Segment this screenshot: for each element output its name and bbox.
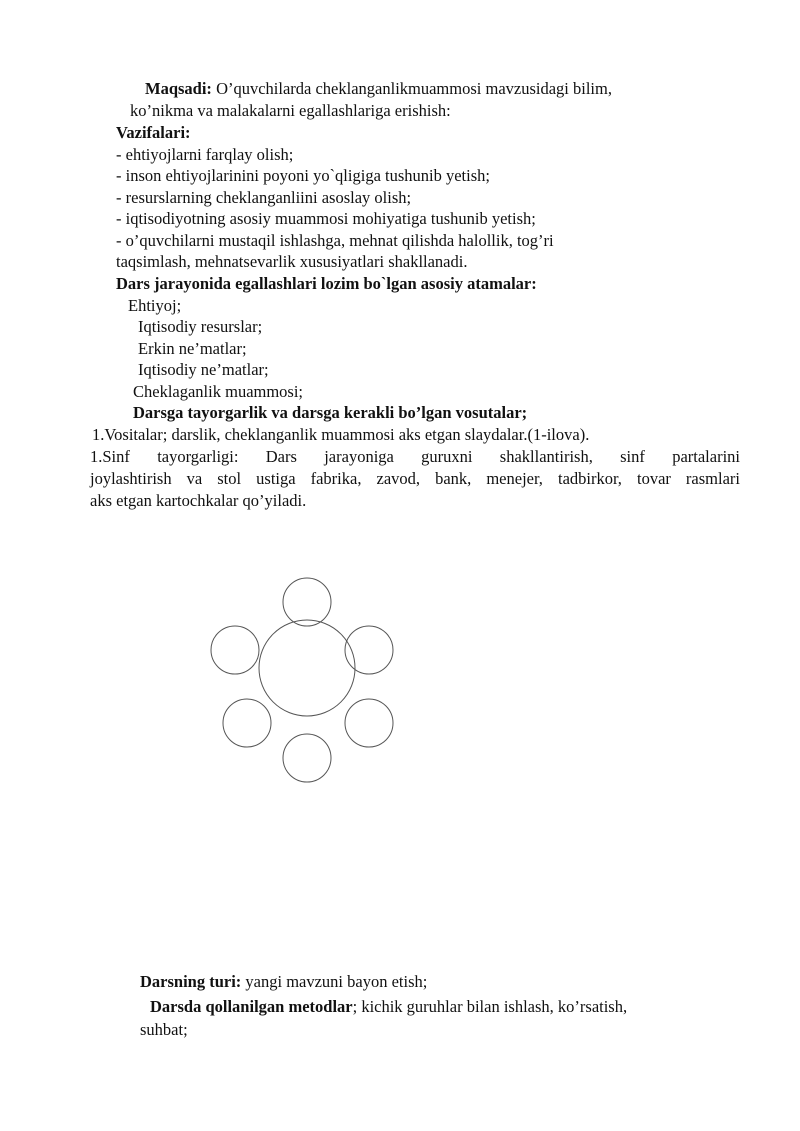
task-item: - inson ehtiyojlarinini poyoni yo`qligiga tushunib yetish; [116, 166, 490, 185]
equipment-prep-line: joylashtirish va stol ustiga fabrika, zavod, bank, menejer, tadbirkor, tovar rasmlari [90, 469, 740, 488]
lesson-type-label: Darsning turi: [140, 972, 242, 991]
methods-label: Darsda qollanilgan metodlar [150, 997, 353, 1016]
equipment-heading: Darsga tayorgarlik va darsga kerakli bo’lgan vosutalar; [133, 403, 528, 422]
seat-circle [345, 626, 393, 674]
methods-text: ; kichik guruhlar bilan ishlash, ko’rsatish, [352, 997, 628, 1016]
table-circle [259, 620, 355, 716]
task-item: - o’quvchilarni mustaqil ishlashga, mehnat qilishda halollik, tog’ri [116, 231, 554, 250]
seat-circle [283, 578, 331, 626]
task-item-cont: taqsimlash, mehnatsevarlik xususiyatlari shakllanadi. [116, 252, 468, 271]
lesson-type-line [140, 971, 427, 992]
methods-line [150, 996, 627, 1017]
term-item: Iqtisodiy ne’matlar; [138, 360, 269, 379]
methods-text-cont: suhbat; [140, 1020, 188, 1039]
goal-label: Maqsadi: [145, 79, 212, 98]
equipment-prep-line: aks etgan kartochkalar qo’yiladi. [90, 491, 307, 510]
term-item: Cheklaganlik muammosi; [133, 382, 304, 401]
task-item: - resurslarning cheklanganliini asoslay olish; [116, 188, 412, 207]
tasks-heading: Vazifalari: [116, 123, 191, 142]
seat-circle [211, 626, 259, 674]
terms-heading: Dars jarayonida egallashlari lozim bo`lgan asosiy atamalar: [116, 274, 537, 293]
seat-circle [283, 734, 331, 782]
goal-text: O’quvchilarda cheklanganlikmuammosi mavzusidagi bilim, [216, 79, 612, 98]
term-item: Erkin ne’matlar; [138, 339, 247, 358]
equipment-tools: 1.Vositalar; darslik, cheklanganlik muammosi aks etgan slaydalar.(1-ilova). [92, 425, 590, 444]
lesson-type-text: yangi mavzuni bayon etish; [245, 972, 428, 991]
equipment-prep-line: 1.Sinf tayorgarligi: Dars jarayoniga guruxni shakllantirish, sinf partalarini [90, 447, 740, 466]
seat-circle [223, 699, 271, 747]
goal-text-cont: ko’nikma va malakalarni egallashlariga erishish: [130, 101, 451, 120]
task-item: - iqtisodiyotning asosiy muammosi mohiyatiga tushunib yetish; [116, 209, 536, 228]
task-item: - ehtiyojlarni farqlay olish; [116, 145, 294, 164]
term-item: Ehtiyoj; [128, 296, 182, 315]
seat-circle [345, 699, 393, 747]
term-item: Iqtisodiy resurslar; [138, 317, 263, 336]
